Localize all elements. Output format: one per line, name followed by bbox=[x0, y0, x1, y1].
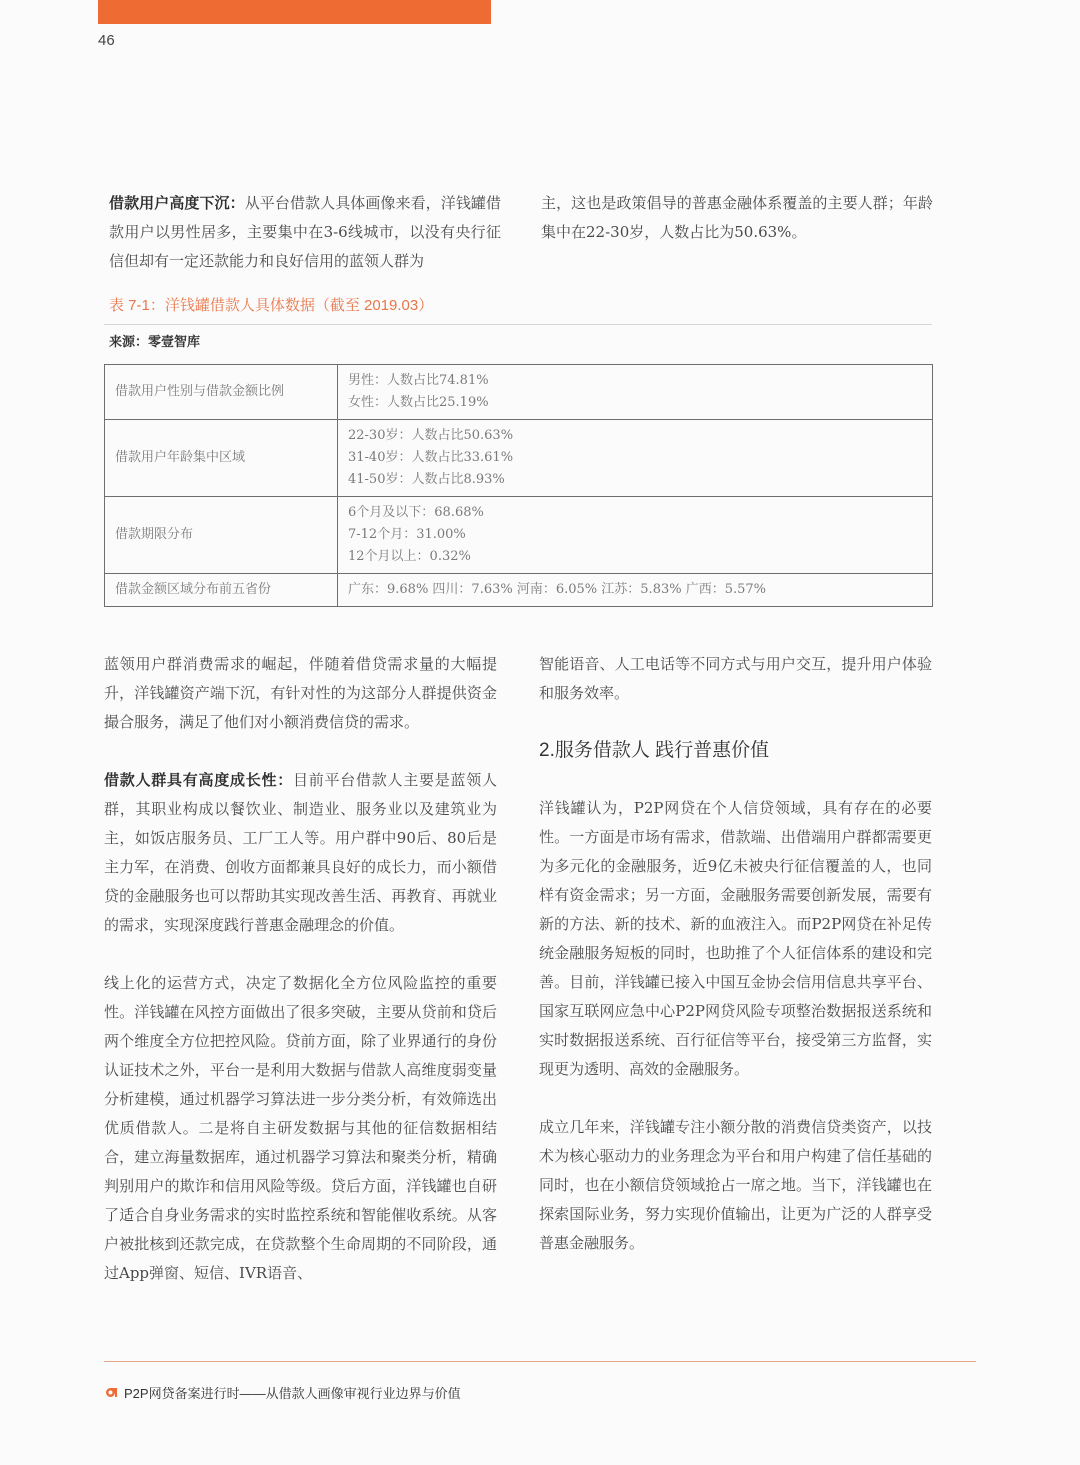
body-paragraph: 洋钱罐认为，P2P网贷在个人信贷领域，具有存在的必要性。一方面是市场有需求，借款端、出借端用户群都需要更为多元化的金融服务，近9亿未被央行征信覆盖的人，也同样有资金需求；另一方面，金融服务需要创新发展，需要有新的方法、新的技术、新的血液注入。而P2P网贷在补足传统金融服务短板的同时，也助推了个人征信体系的建设和完善。目前，洋钱罐已接入中国互金协会信用信息共享平台、国家互联网应急中心P2P网贷风险专项整治数据报送系统和实时数据报送系统、百行征信等平台，接受第三方监督，实现更为透明、高效的金融服务。 bbox=[539, 799, 932, 1078]
body-paragraph: 智能语音、人工电话等不同方式与用户交互，提升用户体验和服务效率。 bbox=[539, 655, 932, 702]
body-column-left bbox=[104, 650, 497, 1288]
body-paragraph: 蓝领用户群消费需求的崛起，伴随着借贷需求量的大幅提升，洋钱罐资产端下沉，有针对性的为这部分人群提供资金撮合服务，满足了他们对小额消费信贷的需求。 bbox=[104, 655, 497, 731]
table-value: 7-12个月：31.00% bbox=[348, 527, 466, 542]
brand-logo-icon bbox=[104, 1387, 117, 1398]
footer bbox=[104, 1383, 461, 1402]
body-paragraph: 线上化的运营方式，决定了数据化全方位风险监控的重要性。洋钱罐在风控方面做出了很多突破，主要从贷前和贷后两个维度全方位把控风险。贷前方面，除了业界通行的身份认证技术之外，平台一是利用大数据与借款人高维度弱变量分析建模，通过机器学习算法进一步分类分析，有效筛选出优质借款人。二是将自主研发数据与其他的征信数据相结合，建立海量数据库，通过机器学习算法和聚类分析，精确判别用户的欺诈和信用风险等级。贷后方面，洋钱罐也自研了适合自身业务需求的实时监控系统和智能催收系统。从客户被批核到还款完成，在贷款整个生命周期的不同阶段，通过App弹窗、短信、IVR语音、 bbox=[104, 974, 497, 1282]
intro-lead: 借款用户高度下沉： bbox=[109, 194, 245, 212]
body-column-right bbox=[539, 650, 932, 1258]
body-paragraph bbox=[104, 766, 497, 940]
table-row-label: 借款金额区域分布前五省份 bbox=[105, 574, 338, 607]
table-value: 12个月以上：0.32% bbox=[348, 549, 471, 564]
table-source: 来源：零壹智库 bbox=[109, 334, 201, 349]
table-value: 广东：9.68% 四川：7.63% 河南：6.05% 江苏：5.83% 广西：5.57% bbox=[348, 582, 767, 597]
page-number: 46 bbox=[98, 32, 115, 49]
intro-text-part-b: 主，这也是政策倡导的普惠金融体系覆盖的主要人群；年龄集中在22-30岁，人数占比为50.63%。 bbox=[541, 194, 933, 241]
table-row-values bbox=[338, 574, 933, 607]
borrower-data-table bbox=[104, 364, 933, 607]
table-row-label: 借款用户性别与借款金额比例 bbox=[105, 365, 338, 420]
table-title: 表 7-1：洋钱罐借款人具体数据（截至 2019.03） bbox=[109, 297, 434, 314]
intro-column-left bbox=[109, 189, 501, 276]
table-row bbox=[105, 420, 933, 497]
table-value: 31-40岁：人数占比33.61% bbox=[348, 450, 514, 465]
table-row bbox=[105, 365, 933, 420]
footer-rule bbox=[104, 1361, 976, 1362]
intro-text-part-a: 从平台借款人具体画像来看，洋钱罐借款用户以男性居多，主要集中在3-6线城市，以没有央行征信但却有一定还款能力和良好信用的蓝领人群为 bbox=[109, 194, 501, 270]
table-value: 男性：人数占比74.81% bbox=[348, 373, 489, 388]
table-row-label: 借款用户年龄集中区域 bbox=[105, 420, 338, 497]
table-value: 6个月及以下：68.68% bbox=[348, 505, 484, 520]
table-row bbox=[105, 574, 933, 607]
paragraph-lead: 借款人群具有高度成长性： bbox=[104, 771, 293, 789]
table-top-rule bbox=[104, 324, 932, 325]
table-row-values bbox=[338, 497, 933, 574]
table-row bbox=[105, 497, 933, 574]
table-value: 22-30岁：人数占比50.63% bbox=[348, 428, 514, 443]
paragraph-text: 目前平台借款人主要是蓝领人群，其职业构成以餐饮业、制造业、服务业以及建筑业为主，如饭店服务员、工厂工人等。用户群中90后、80后是主力军，在消费、创收方面都兼具良好的成长力，而小额借贷的金融服务也可以帮助其实现改善生活、再教育、再就业的需求，实现深度践行普惠金融理念的价值。 bbox=[104, 771, 497, 934]
table-value: 41-50岁：人数占比8.93% bbox=[348, 472, 505, 487]
body-paragraph: 成立几年来，洋钱罐专注小额分散的消费信贷类资产，以技术为核心驱动力的业务理念为平台和用户构建了信任基础的同时，也在小额信贷领域抢占一席之地。当下，洋钱罐也在探索国际业务，努力实现价值输出，让更为广泛的人群享受普惠金融服务。 bbox=[539, 1118, 932, 1252]
footer-title: P2P网贷备案进行时——从借款人画像审视行业边界与价值 bbox=[124, 1386, 461, 1401]
intro-column-right bbox=[541, 189, 933, 247]
table-row-label: 借款期限分布 bbox=[105, 497, 338, 574]
table-row-values bbox=[338, 365, 933, 420]
intro-paragraph bbox=[109, 189, 501, 276]
section-heading: 2.服务借款人 践行普惠价值 bbox=[539, 740, 770, 761]
table-row-values bbox=[338, 420, 933, 497]
table-value: 女性：人数占比25.19% bbox=[348, 395, 489, 410]
header-accent-bar bbox=[98, 0, 491, 24]
